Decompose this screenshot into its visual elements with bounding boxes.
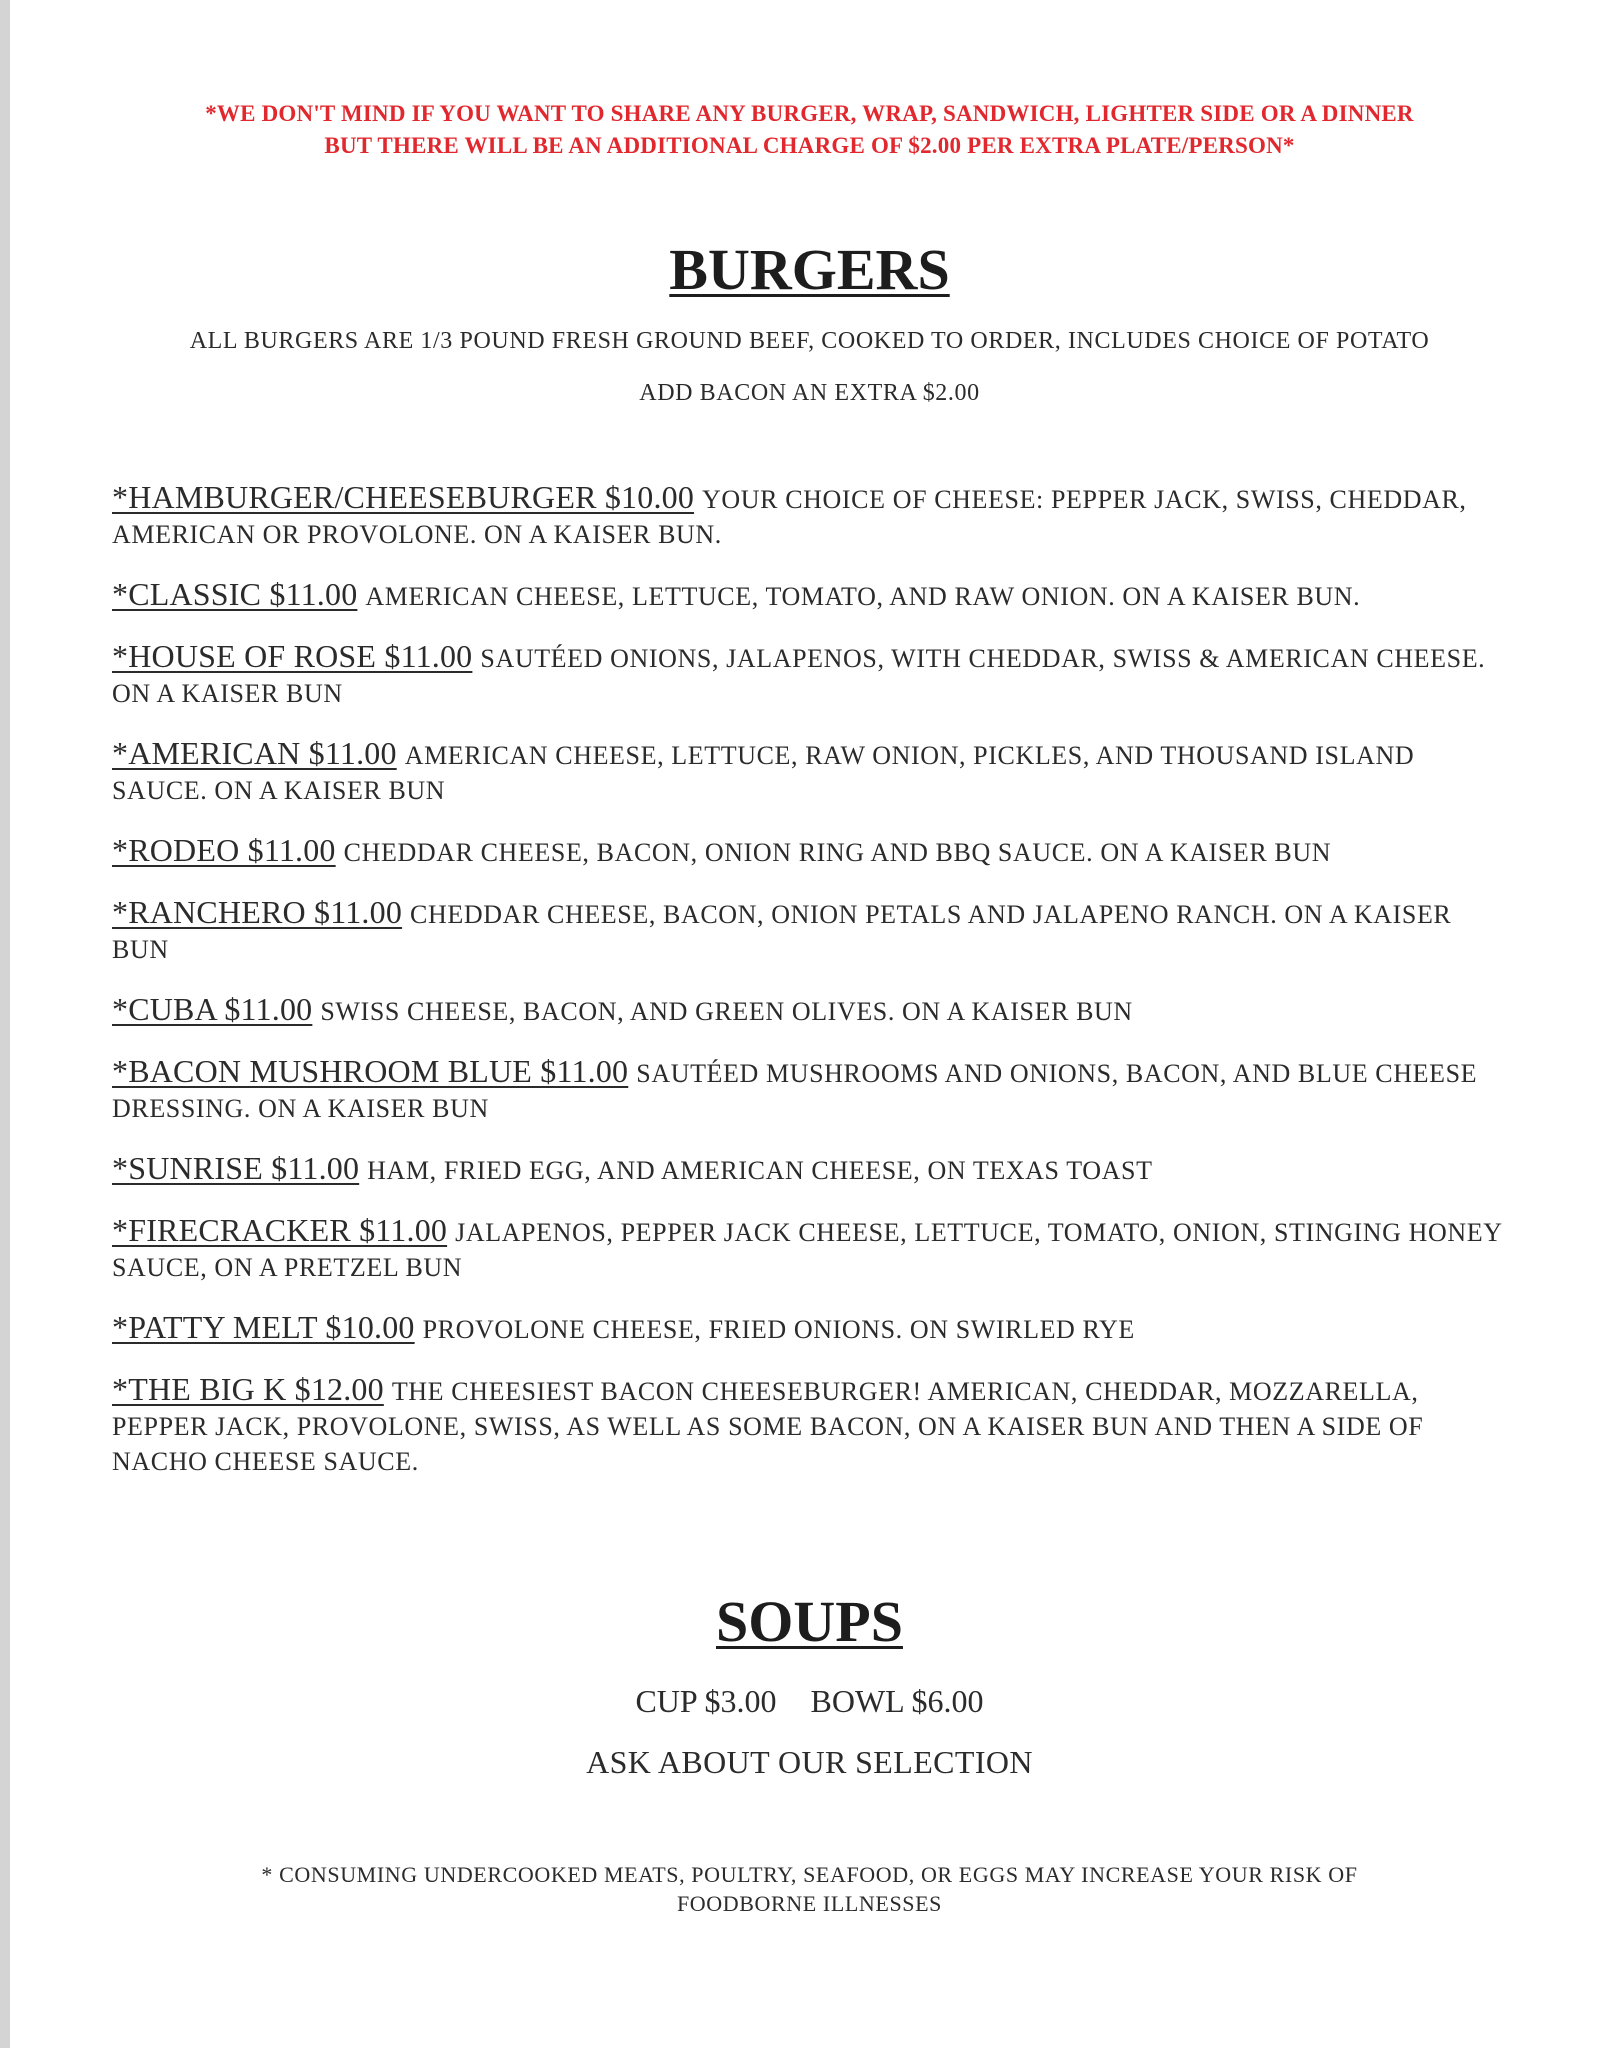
menu-item-name-price: *RODEO $11.00 — [112, 832, 336, 868]
menu-item-description: YOUR CHOICE OF CHEESE: PEPPER JACK, SWISS, CHEDDAR, AMERICAN OR PROVOLONE. ON A KAISER BUN. — [112, 485, 1467, 549]
burger-list — [112, 480, 1512, 1504]
menu-item — [112, 1310, 1512, 1347]
menu-item-name-price: *RANCHERO $11.00 — [112, 894, 403, 930]
menu-item-description: THE CHEESIEST BACON CHEESEBURGER! AMERICAN, CHEDDAR, MOZZARELLA, PEPPER JACK, PROVOLONE, SWISS, AS WELL AS SOME BACON, ON A KAISER BUN AND THEN A SIDE OF NACHO CHEESE SAUCE. — [112, 1377, 1424, 1476]
menu-item-name-price: *BACON MUSHROOM BLUE $11.00 — [112, 1053, 629, 1089]
menu-item-name-price: *CUBA $11.00 — [112, 991, 313, 1027]
menu-item — [112, 736, 1512, 808]
menu-item — [112, 992, 1512, 1029]
menu-item — [112, 480, 1512, 552]
menu-item — [112, 1054, 1512, 1126]
menu-item-description: SWISS CHEESE, BACON, AND GREEN OLIVES. ON A KAISER BUN — [320, 997, 1133, 1026]
menu-item — [112, 1151, 1512, 1188]
menu-item — [112, 895, 1512, 967]
burgers-description: ALL BURGERS ARE 1/3 POUND FRESH GROUND BEEF, COOKED TO ORDER, INCLUDES CHOICE OF POTATO — [189, 328, 1430, 354]
food-safety-disclaimer — [170, 1860, 1449, 1918]
menu-item-description: PROVOLONE CHEESE, FRIED ONIONS. ON SWIRLED RYE — [422, 1315, 1135, 1344]
menu-item-name-price: *HAMBURGER/CHEESEBURGER $10.00 — [112, 479, 695, 515]
burgers-title-text: BURGERS — [669, 237, 950, 302]
sharing-notice — [0, 98, 1619, 162]
menu-item — [112, 1372, 1512, 1479]
menu-item-name-price: *FIRECRACKER $11.00 — [112, 1212, 448, 1248]
soup-prices — [0, 1683, 1619, 1720]
menu-item — [112, 1213, 1512, 1285]
menu-item — [112, 639, 1512, 711]
burgers-addon: ADD BACON AN EXTRA $2.00 — [639, 380, 980, 406]
menu-item-name-price: *HOUSE OF ROSE $11.00 — [112, 638, 473, 674]
sharing-notice-line-2: BUT THERE WILL BE AN ADDITIONAL CHARGE OF $2.00 PER EXTRA PLATE/PERSON* — [324, 133, 1295, 158]
menu-item-description: AMERICAN CHEESE, LETTUCE, TOMATO, AND RAW ONION. ON A KAISER BUN. — [365, 582, 1361, 611]
burgers-section-title — [0, 238, 1619, 302]
menu-item — [112, 577, 1512, 614]
menu-item-name-price: *THE BIG K $12.00 — [112, 1371, 384, 1407]
menu-item-description: AMERICAN CHEESE, LETTUCE, RAW ONION, PICKLES, AND THOUSAND ISLAND SAUCE. ON A KAISER BUN — [112, 741, 1415, 805]
menu-item-name-price: *CLASSIC $11.00 — [112, 576, 358, 612]
soup-cup-price: CUP $3.00 — [635, 1683, 777, 1719]
soup-selection-note: ASK ABOUT OUR SELECTION — [586, 1744, 1033, 1780]
disclaimer-line-1: * CONSUMING UNDERCOOKED MEATS, POULTRY, SEAFOOD, OR EGGS MAY INCREASE YOUR RISK OF — [261, 1862, 1358, 1887]
menu-item-name-price: *PATTY MELT $10.00 — [112, 1309, 415, 1345]
menu-item-description: CHEDDAR CHEESE, BACON, ONION RING AND BBQ SAUCE. ON A KAISER BUN — [343, 838, 1332, 867]
soups-section-title — [0, 1590, 1619, 1654]
menu-item-name-price: *AMERICAN $11.00 — [112, 735, 397, 771]
menu-item-description: JALAPENOS, PEPPER JACK CHEESE, LETTUCE, TOMATO, ONION, STINGING HONEY SAUCE, ON A PRETZEL BUN — [112, 1218, 1502, 1282]
menu-item-description: HAM, FRIED EGG, AND AMERICAN CHEESE, ON TEXAS TOAST — [367, 1156, 1153, 1185]
sharing-notice-line-1: *WE DON'T MIND IF YOU WANT TO SHARE ANY BURGER, WRAP, SANDWICH, LIGHTER SIDE OR A DINNER — [205, 101, 1414, 126]
menu-item-description: SAUTÉED ONIONS, JALAPENOS, WITH CHEDDAR, SWISS & AMERICAN CHEESE. ON A KAISER BUN — [112, 644, 1486, 708]
menu-item — [112, 833, 1512, 870]
menu-item-description: CHEDDAR CHEESE, BACON, ONION PETALS AND JALAPENO RANCH. ON A KAISER BUN — [112, 900, 1452, 964]
menu-item-name-price: *SUNRISE $11.00 — [112, 1150, 360, 1186]
page-left-edge — [0, 0, 10, 2048]
menu-item-description: SAUTÉED MUSHROOMS AND ONIONS, BACON, AND BLUE CHEESE DRESSING. ON A KAISER BUN — [112, 1059, 1478, 1123]
soups-title-text: SOUPS — [716, 1589, 903, 1654]
disclaimer-line-2: FOODBORNE ILLNESSES — [676, 1891, 943, 1916]
soup-bowl-price: BOWL $6.00 — [810, 1683, 984, 1719]
